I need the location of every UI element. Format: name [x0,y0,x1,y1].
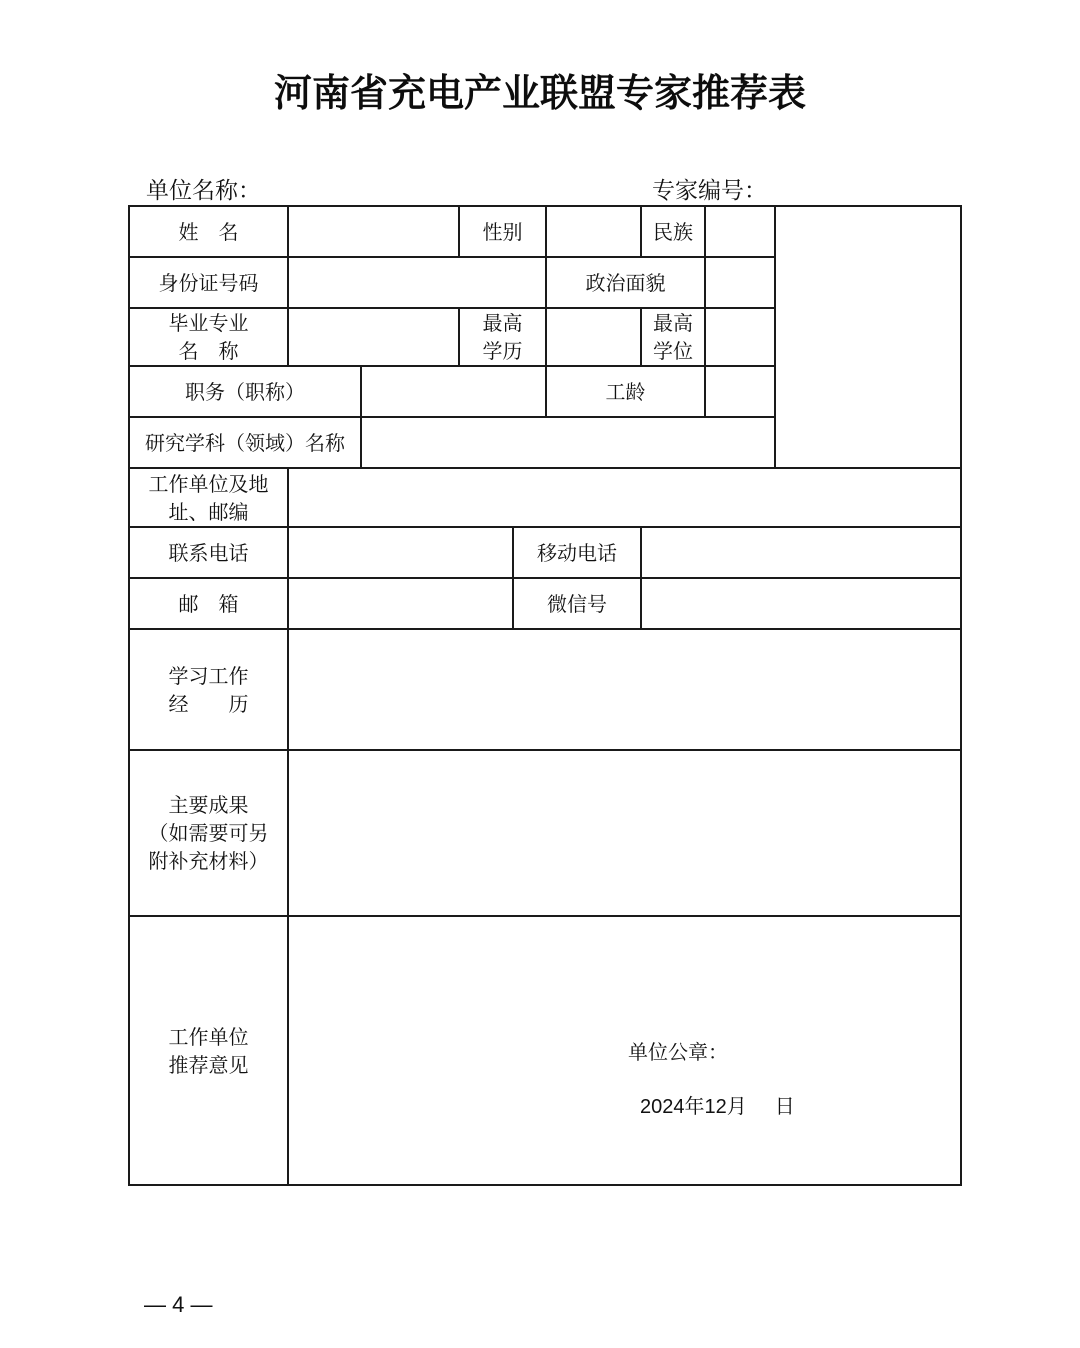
label-mobile: 移动电话 [537,540,617,565]
seniority-field[interactable] [706,367,774,416]
label-major: 毕业专业 名 称 [168,311,249,363]
table-border-right [960,205,962,1186]
name-field[interactable] [289,207,458,256]
ethnicity-field[interactable] [706,207,774,256]
phone-field[interactable] [289,528,512,577]
label-email: 邮 箱 [178,591,239,616]
page-number: — 4 — [144,1292,213,1317]
label-id-number: 身份证号码 [158,270,259,295]
label-recommendation: 工作单位 推荐意见 [168,1024,249,1077]
wechat-field[interactable] [642,579,960,628]
mobile-field[interactable] [642,528,960,577]
label-education: 最高 学历 [482,311,523,363]
label-wechat: 微信号 [547,591,607,616]
unit-seal-label: 单位公章： [628,1040,728,1064]
label-gender: 性别 [482,219,523,244]
form-title: 河南省充电产业联盟专家推荐表 [273,71,806,115]
recommend-date [640,1090,795,1119]
unit-name-label: 单位名称： [146,178,261,204]
major-field[interactable] [289,309,458,365]
date-day-suffix: 日 [774,1094,795,1118]
label-degree: 最高 学位 [653,311,693,363]
achievements-field[interactable] [289,751,960,915]
photo-box[interactable] [776,207,960,467]
education-field[interactable] [547,309,640,365]
table-border-bottom [128,1184,962,1186]
date-year-month: 2024年12月 [640,1096,747,1118]
email-field[interactable] [289,579,512,628]
label-political: 政治面貌 [585,270,666,295]
label-ethnicity: 民族 [653,219,693,244]
gender-field[interactable] [547,207,640,256]
research-field[interactable] [362,418,774,467]
label-research: 研究学科（领域）名称 [145,430,345,455]
label-achievements: 主要成果 （如需要可另 附补充材料） [148,793,269,873]
position-field[interactable] [362,367,545,416]
recommendation-field[interactable] [289,917,960,1184]
expert-number-label: 专家编号： [652,178,767,204]
work-unit-field[interactable] [289,469,960,526]
id-number-field[interactable] [289,258,545,307]
label-name: 姓 名 [178,219,239,244]
label-history: 学习工作 经 历 [168,663,249,716]
label-work-unit: 工作单位及地 址、邮编 [148,471,269,524]
history-field[interactable] [289,630,960,749]
label-seniority: 工龄 [605,379,646,404]
label-position: 职务（职称） [185,379,305,404]
political-field[interactable] [706,258,774,307]
label-phone: 联系电话 [168,540,249,565]
degree-field[interactable] [706,309,774,365]
